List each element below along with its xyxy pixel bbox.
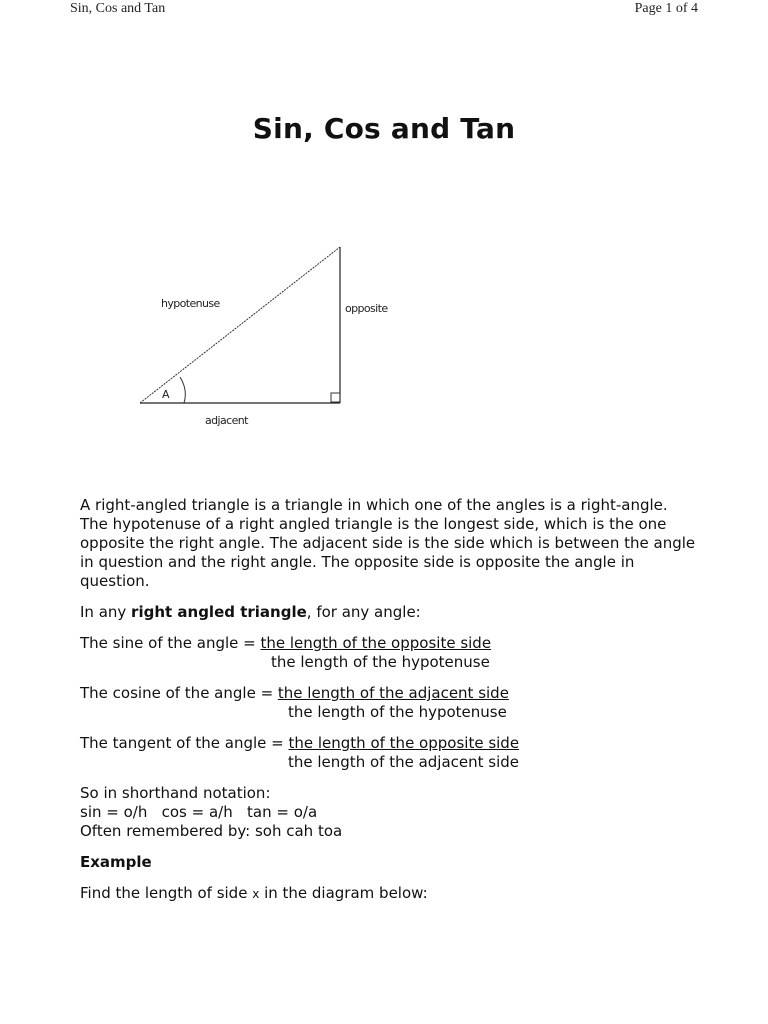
right-angled-triangle-term: right angled triangle bbox=[131, 603, 307, 621]
opposite-label: opposite bbox=[345, 302, 388, 315]
sine-lead: The sine of the angle = bbox=[80, 634, 261, 652]
cosine-numerator: the length of the adjacent side bbox=[277, 684, 509, 702]
cosine-lead: The cosine of the angle = bbox=[80, 684, 278, 702]
hypotenuse-label: hypotenuse bbox=[161, 297, 220, 310]
body-content bbox=[80, 496, 700, 904]
mnemonic-line: Often remembered by: soh cah toa bbox=[80, 822, 343, 840]
angle-arc bbox=[180, 377, 185, 403]
side-x-variable: x bbox=[252, 887, 260, 901]
running-header-title: Sin, Cos and Tan bbox=[70, 1, 166, 16]
page-number: Page 1 of 4 bbox=[634, 1, 698, 16]
any-line-before: In any bbox=[80, 603, 132, 621]
page-title: Sin, Cos and Tan bbox=[252, 112, 516, 145]
intro-paragraph: A right-angled triangle is a triangle in which one of the angles is a right-angle. The hypotenuse of a right angled triangle is the longest side, which is the one opposite the right angle. The adjacent side is the side which is between the angle in question and the right angle. The opposite side is opposite the angle in question. bbox=[80, 496, 696, 590]
example-prompt bbox=[80, 884, 700, 904]
right-angle-marker bbox=[331, 393, 340, 402]
cosine-denominator: the length of the hypotenuse bbox=[288, 703, 507, 721]
shorthand-intro: So in shorthand notation: bbox=[80, 784, 271, 802]
tangent-denominator: the length of the adjacent side bbox=[288, 753, 520, 771]
adjacent-label: adjacent bbox=[205, 414, 248, 427]
example-heading: Example bbox=[80, 853, 152, 871]
sine-denominator: the length of the hypotenuse bbox=[271, 653, 490, 671]
example-after: in the diagram below: bbox=[259, 884, 428, 902]
any-line-after: , for any angle: bbox=[306, 603, 421, 621]
tangent-numerator: the length of the opposite side bbox=[288, 734, 520, 752]
any-triangle-line bbox=[80, 603, 700, 622]
sine-numerator: the length of the opposite side bbox=[260, 634, 492, 652]
hypotenuse-line bbox=[140, 247, 340, 403]
shorthand-formulas: sin = o/h cos = a/h tan = o/a bbox=[80, 803, 318, 821]
right-triangle-diagram bbox=[0, 0, 768, 460]
example-before: Find the length of side bbox=[80, 884, 253, 902]
angle-label: A bbox=[162, 388, 169, 401]
tangent-definition bbox=[80, 734, 700, 772]
tangent-lead: The tangent of the angle = bbox=[80, 734, 289, 752]
cosine-definition bbox=[80, 684, 700, 722]
sine-definition bbox=[80, 634, 700, 672]
